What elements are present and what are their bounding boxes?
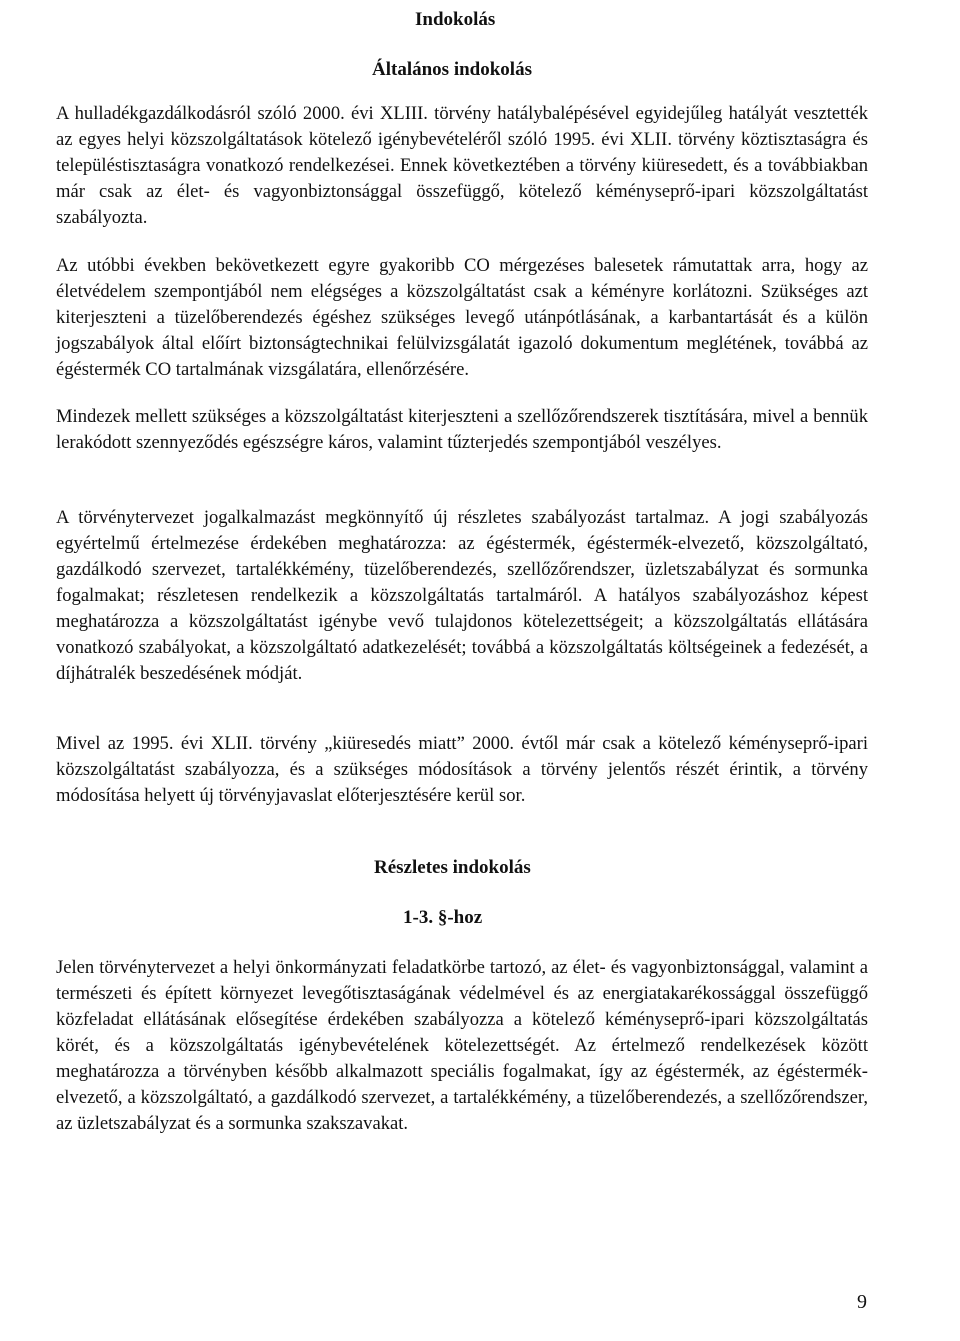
paragraph: A hulladékgazdálkodásról szóló 2000. évi XLIII. törvény hatálybalépésével egyidejűleg hatályát vesztették az egyes helyi közszolgáltatások kötelező igénybevételéről szóló 1995. évi XLII. törvény köztisztaságra és településtisztaságra vonatkozó rendelkezései. Ennek következtében a törvény kiüresedett, és a továbbiakban már csak az élet- és vagyonbiztonsággal összefüggő, kötelező kéményseprő-ipari közszolgáltatást szabályozta. — [56, 103, 868, 228]
detailed-justification-heading: Részletes indokolás — [374, 857, 531, 878]
paragraph: Jelen törvénytervezet a helyi önkormányzati feladatkörbe tartozó, az élet- és vagyonbiztonsággal, valamint a természeti és épített környezet levegőtisztaságának védelmével és az energiatakarékossággal összefüggő közfeladat ellátásának elősegítése érdekében szabályozza a kötelező kéményseprő-ipari közszolgáltatás körét, és a közszolgáltatás igénybevételének kötelezettségét. Az értelmező rendelkezések között meghatározza a törvényben később alkalmazott speciális fogalmakat, így az égéstermék, az égéstermék-elvezető, a közszolgáltató, a gazdálkodó szervezet, a tartalékkémény, a tüzelőberendezés, a szellőzőrendszer, az üzletszabályzat és a sormunka szakszavakat. — [56, 957, 868, 1134]
page-number: 9 — [857, 1291, 867, 1313]
paragraph: Mindezek mellett szükséges a közszolgáltatást kiterjeszteni a szellőzőrendszerek tisztítására, mivel a bennük lerakódott szennyeződés egészségre káros, valamint tűzterjedés szempontjából veszélyes. — [56, 406, 868, 453]
paragraph: Mivel az 1995. évi XLII. törvény „kiüresedés miatt” 2000. évtől már csak a kötelező kéményseprő-ipari közszolgáltatást szabályozza, és a szükséges módosítások a törvény jelentős részét érintik, a törvény módosítása helyett új törvényjavaslat előterjesztésére kerül sor. — [56, 733, 868, 806]
paragraph: Az utóbbi években bekövetkezett egyre gyakoribb CO mérgezéses balesetek rámutattak arra, hogy az életvédelem szempontjából nem elégséges a közszolgáltatást csak a kéményre korlátozni. Szükséges azt kiterjeszteni a tüzelőberendezés égéshez szükséges levegő utánpótlásának, a karbantartását és a külön jogszabályok által előírt biztonságtechnikai felülvizsgálatát igazoló dokumentum meglétének, továbbá az égéstermék CO tartalmának vizsgálatára, ellenőrzésére. — [56, 255, 868, 380]
paragraph: A törvénytervezet jogalkalmazást megkönnyítő új részletes szabályozást tartalmaz. A jogi szabályozás egyértelmű értelmezése érdekében meghatározza: az égéstermék, égéstermék-elvezető, közszolgáltató, gazdálkodó szervezet, tartalékkémény, tüzelőberendezés, szellőzőrendszer, üzletszabályzat és sormunka fogalmakat; részletesen rendelkezik a közszolgáltatás tartalmáról. A hatályos szabályozáshoz képest meghatározza a közszolgáltatást igénybe vevő tulajdonos kötelezettségeit; a közszolgáltatás ellátására vonatkozó szabályokat, a közszolgáltató adatkezelését; továbbá a közszolgáltatás költségeinek a fedezését, a díjhátralék beszedésének módját. — [56, 507, 868, 684]
section-heading: 1-3. §-hoz — [403, 907, 483, 928]
document-title: Indokolás — [415, 9, 496, 30]
general-justification-heading: Általános indokolás — [372, 59, 532, 80]
